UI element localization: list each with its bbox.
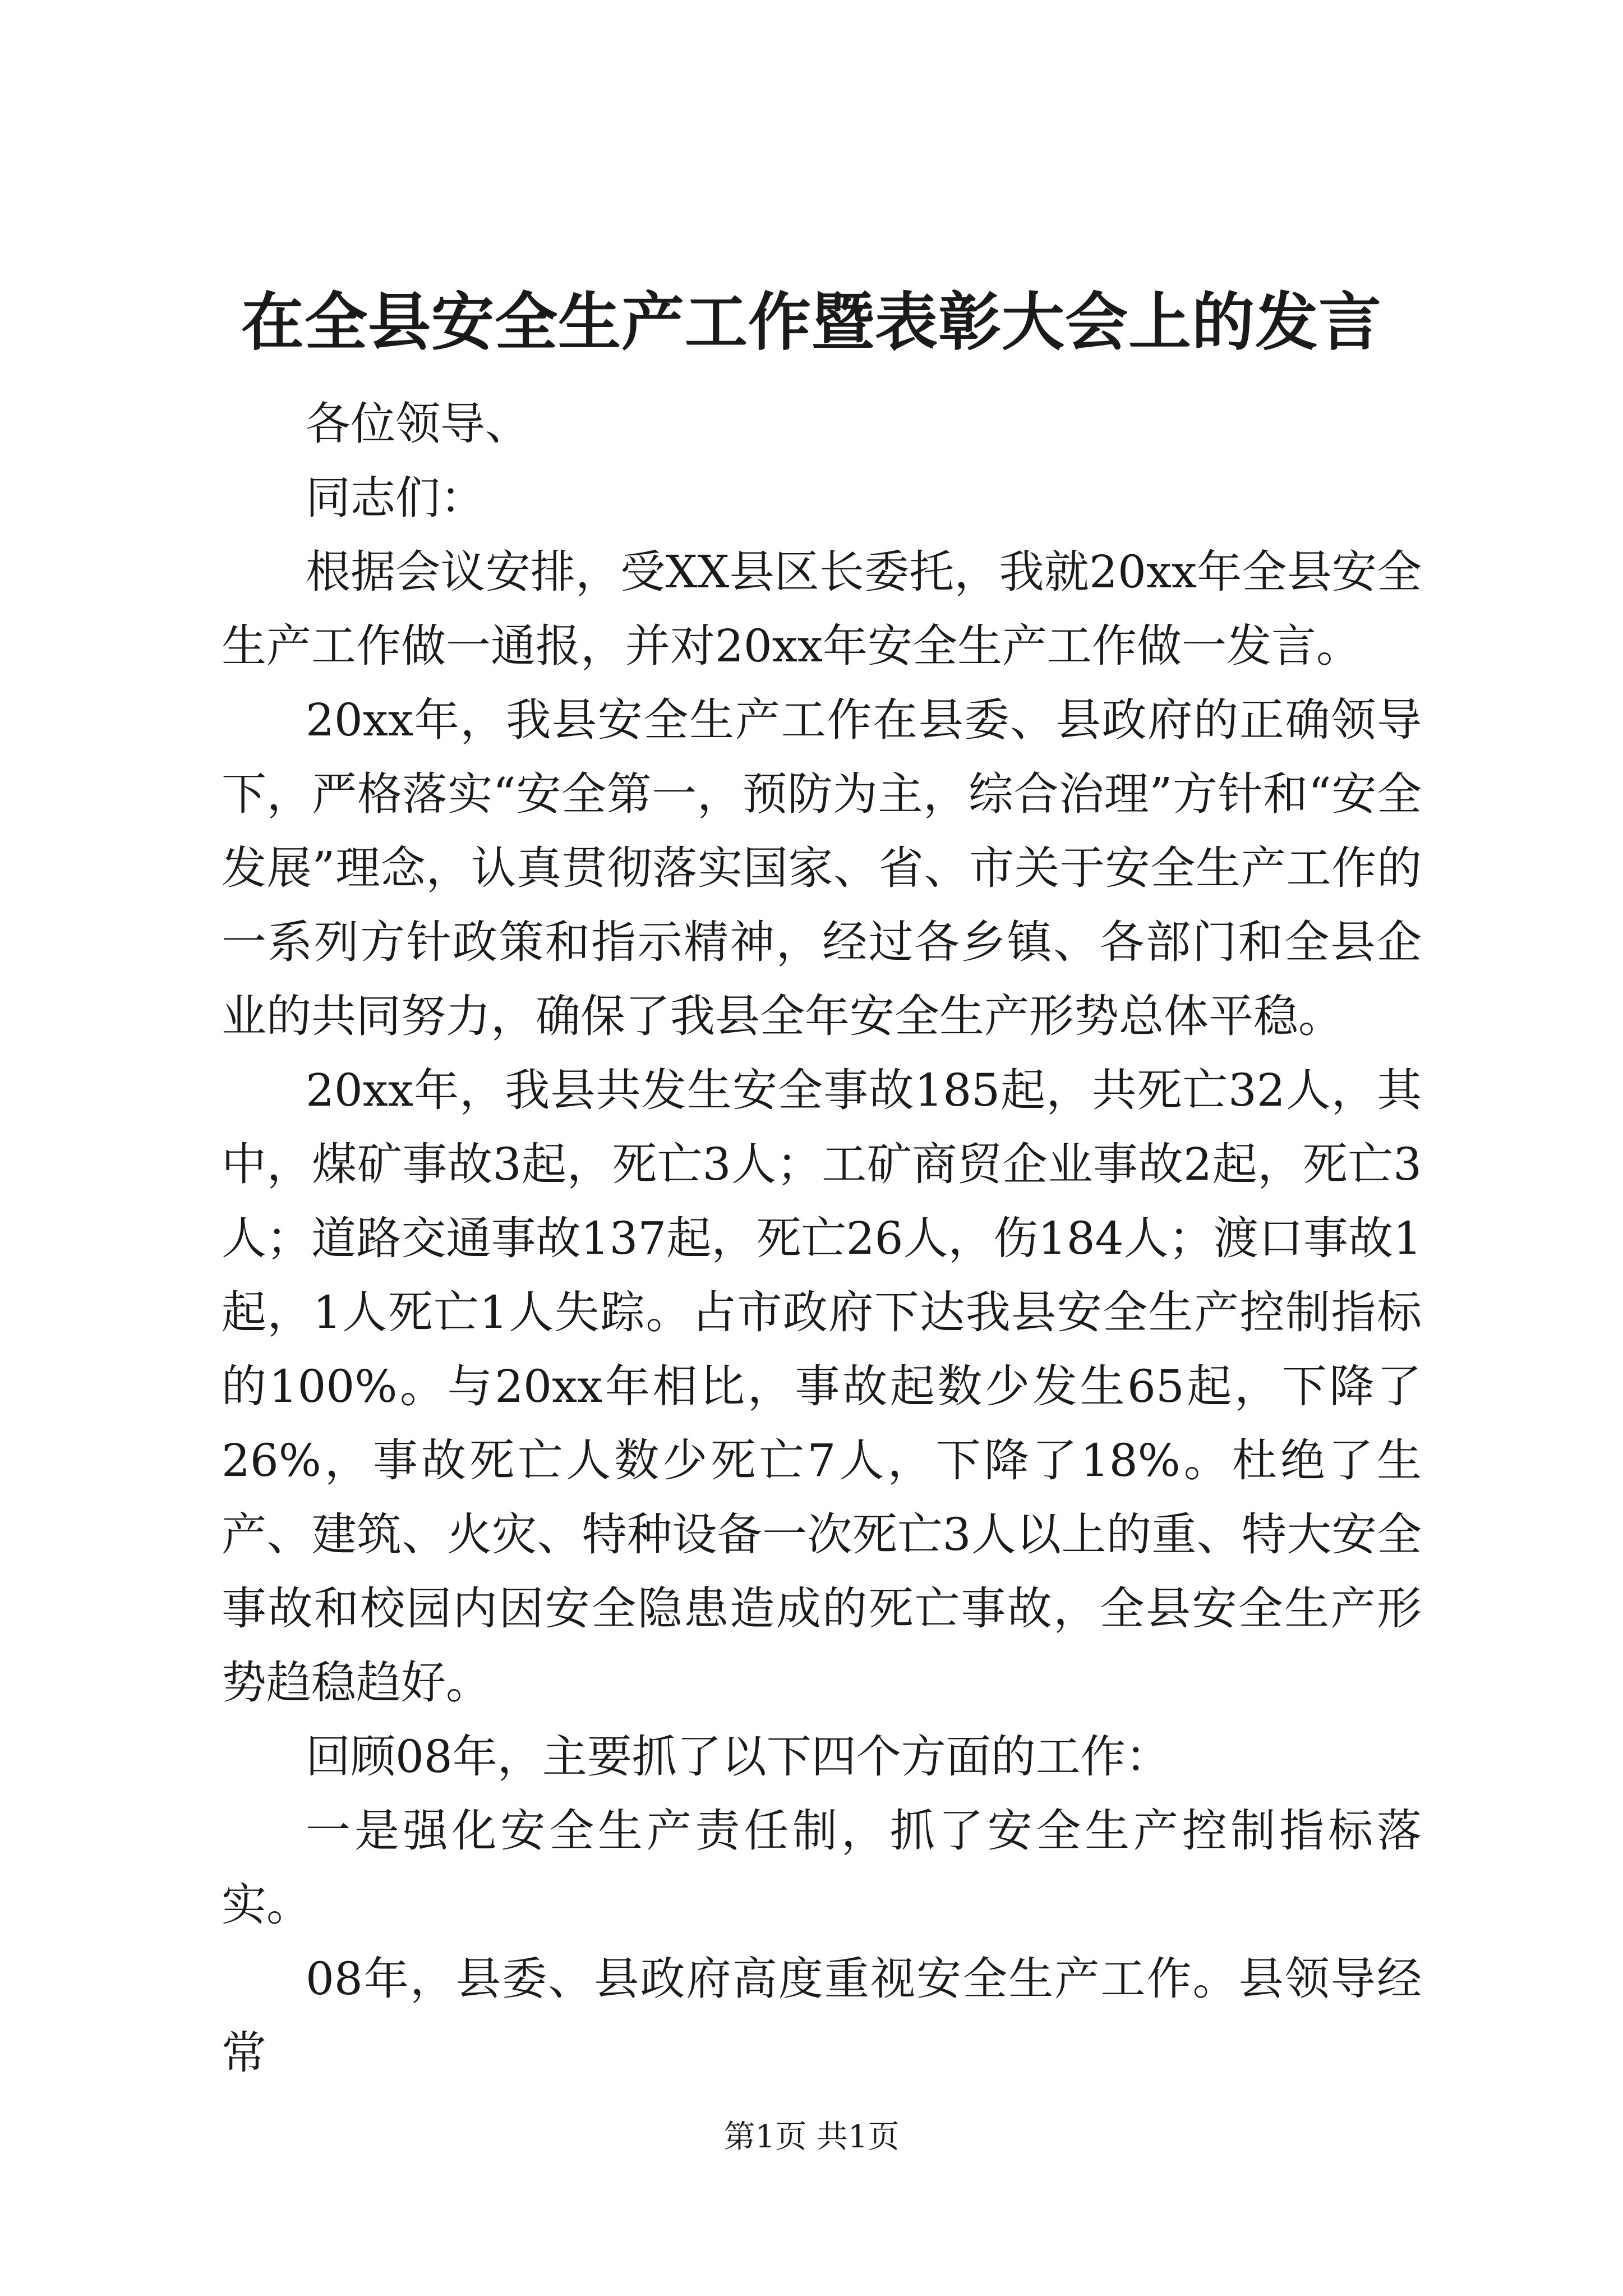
- paragraph-review: 回顾08年，主要抓了以下四个方面的工作：: [306, 1731, 1170, 1783]
- paragraph-salutation-1: 各位领导、: [306, 398, 530, 450]
- document-body: [222, 387, 1422, 2090]
- document-title: 在全县安全生产工作暨表彰大会上的发言: [241, 286, 1382, 359]
- paragraph-overview: 20xx年，我县安全生产工作在县委、县政府的正确领导下，严格落实“安全第一，预防为主，综合治理”方针和“安全发展”理念，认真贯彻落实国家、省、市关于安全生产工作的一系列方针政策和指示精神，经过各乡镇、各部门和全县企业的共同努力，确保了我县全年安全生产形势总体平稳。: [222, 694, 1422, 1042]
- page-footer: 第1页 共1页: [723, 2119, 900, 2155]
- paragraph-continued: 08年，县委、县政府高度重视安全生产工作。县领导经常: [222, 1953, 1422, 2079]
- paragraph-intro: 根据会议安排，受XX县区长委托，我就20xx年全县安全生产工作做一通报，并对20xx年安全生产工作做一发言。: [222, 546, 1422, 672]
- paragraph-statistics: 20xx年，我县共发生安全事故185起，共死亡32人，其中，煤矿事故3起，死亡3人；工矿商贸企业事故2起，死亡3人；道路交通事故137起，死亡26人，伤184人；渡口事故1起，1人死亡1人失踪。占市政府下达我县安全生产控制指标的100%。与20xx年相比，事故起数少发生65起，下降了26%，事故死亡人数少死亡7人，下降了18%。杜绝了生产、建筑、火灾、特种设备一次死亡3人以上的重、特大安全事故和校园内因安全隐患造成的死亡事故，全县安全生产形势趋稳趋好。: [222, 1064, 1422, 1709]
- paragraph-point-one: 一是强化安全生产责任制，抓了安全生产控制指标落实。: [222, 1805, 1422, 1931]
- paragraph-salutation-2: 同志们：: [306, 472, 485, 524]
